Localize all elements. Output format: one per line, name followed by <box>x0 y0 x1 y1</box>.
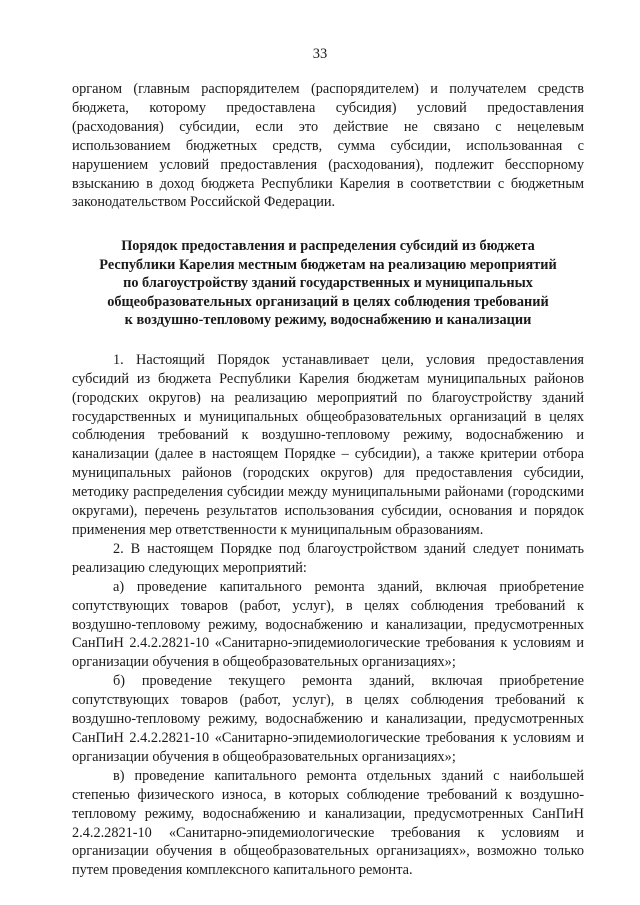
section-heading-line: общеобразовательных организаций в целях соблюдения требований <box>107 293 549 310</box>
section-heading-line: Порядок предоставления и распределения субсидий из бюджета <box>121 238 535 255</box>
section-heading-line: Республики Карелия местным бюджетам на реализацию мероприятий <box>99 256 557 273</box>
paragraph-2a: а) проведение капитального ремонта зданий, включая приобретение сопутствующих товаров (работ, услуг), в целях соблюдения требований к воздушно-тепловому режиму, водоснабжению и канализации, предусмотренных СанПиН 2.4.2.2821-10 «Санитарно-эпидемиологические требования к условиям и организации обучения в общеобразовательных организациях»; <box>72 578 584 671</box>
paragraph-2b: б) проведение текущего ремонта зданий, включая приобретение сопутствующих товаров (работ, услуг), в целях соблюдения требований к воздушно-тепловому режиму, водоснабжению и канализации, предусмотренных СанПиН 2.4.2.2821-10 «Санитарно-эпидемиологические требования к условиям и организации обучения в общеобразовательных организациях»; <box>72 673 584 765</box>
section-heading-line: по благоустройству зданий государственных и муниципальных <box>123 275 533 292</box>
intro-paragraph: органом (главным распорядителем (распорядителем) и получателем средств бюджета, которому предоставлена субсидия) условий предоставления (расходования) субсидии, если это действие не связано с нецелевым использованием бюджетных средств, сумма субсидии, использованная с нарушением условий предоставления (расходования), подлежит бесспорному взысканию в доход бюджета Республики Карелия в соответствии с бюджетным законодательством Российской Федерации. <box>72 81 584 211</box>
page-number: 33 <box>312 46 328 62</box>
section-heading-line: к воздушно-тепловому режиму, водоснабжению и канализации <box>124 312 532 329</box>
page-content <box>72 80 584 880</box>
section-heading <box>72 237 584 330</box>
paragraph-1: 1. Настоящий Порядок устанавливает цели, условия предоставления субсидий из бюджета Республики Карелия бюджетам муниципальных районов (городских округов) на реализацию мероприятий по благоустройству зданий государственных и муниципальных общеобразовательных организаций в целях соблюдения требований к воздушно-тепловому режиму, водоснабжению и канализации (далее в настоящем Порядке – субсидии), а также критерии отбора муниципальных районов (городских округов) для предоставления субсидии, методику распределения субсидии между муниципальными районами (городскими округами), перечень результатов использования субсидии, основания и порядок применения мер ответственности к муниципальным образованиям. <box>72 351 584 538</box>
paragraph-2: 2. В настоящем Порядке под благоустройством зданий следует понимать реализацию следующих мероприятий: <box>72 540 584 576</box>
paragraph-2c: в) проведение капитального ремонта отдельных зданий с наибольшей степенью физического износа, в которых соблюдение требований к воздушно-тепловому режиму, водоснабжению и канализации, предусмотренных СанПиН 2.4.2.2821-10 «Санитарно-эпидемиологические требования к условиям и организации обучения в общеобразовательных организациях», возможно только путем проведения комплексного капитального ремонта. <box>72 767 584 879</box>
